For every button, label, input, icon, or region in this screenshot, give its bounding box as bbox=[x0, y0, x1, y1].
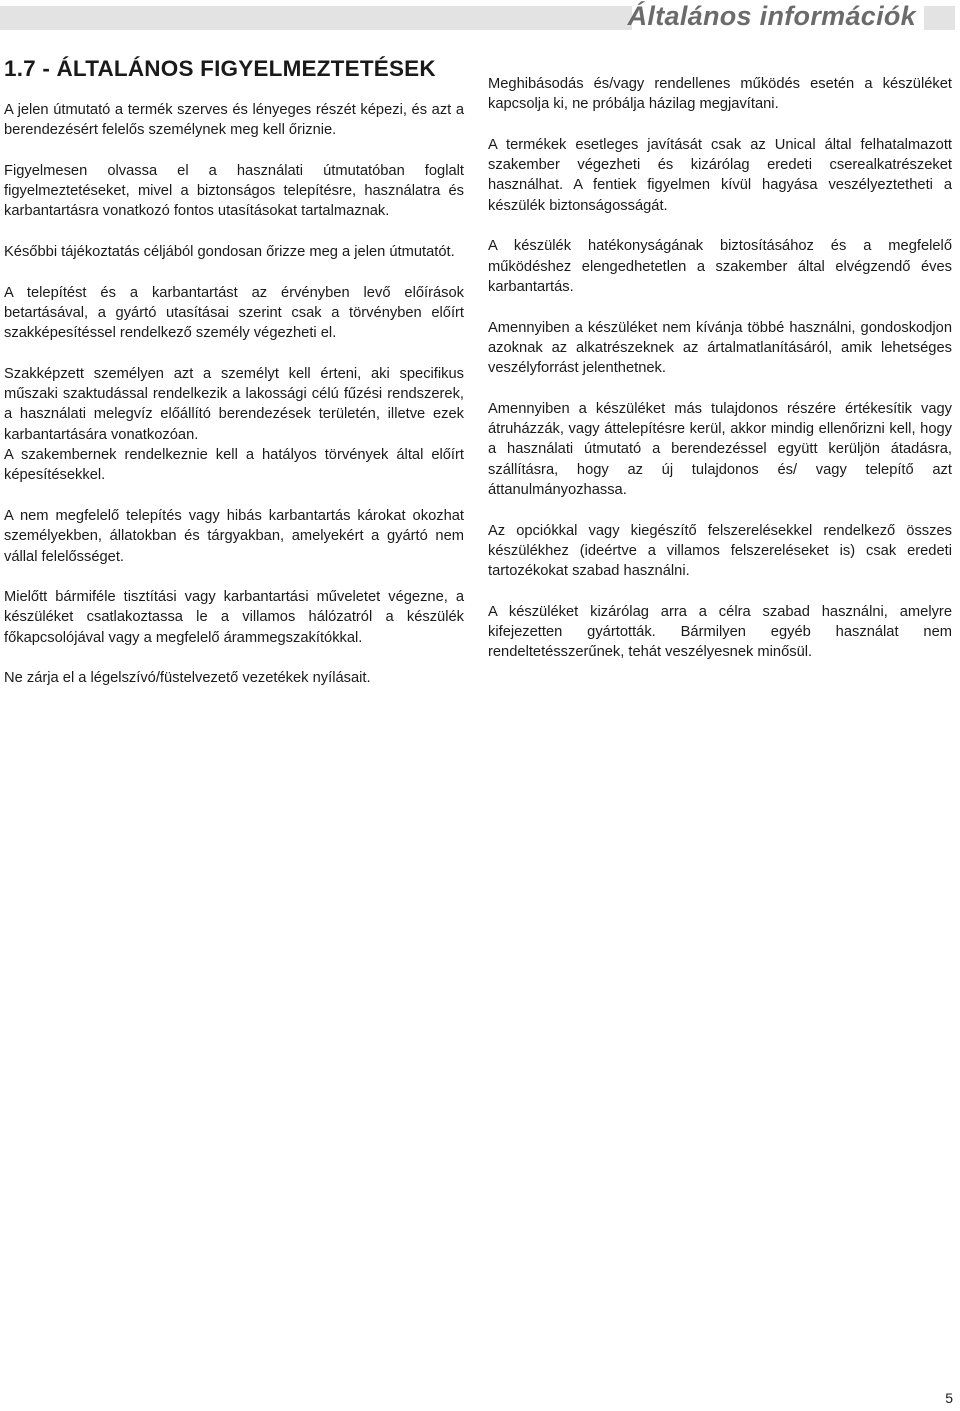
paragraph: A telepítést és a karbantartást az érvényben levő előírások betartásával, a gyártó utasításai szerint csak a törvényben előírt szakképesítéssel rendelkező személy végezheti el. bbox=[4, 284, 464, 342]
paragraph: A szakembernek rendelkeznie kell a hatályos törvények által előírt képesítésekkel. bbox=[4, 447, 464, 484]
paragraph: A termékek esetleges javítását csak az Unical által felhatalmazott szakember végezheti és kizárólag eredeti cserealkatrészeket használhat. A fentiek figyelmen kívül hagyása veszélyeztetheti a készülék biztonságosságát. bbox=[488, 136, 952, 214]
paragraph: A készülék hatékonyságának biztosításához és a megfelelő működéshez elengedhetetlen a szakember által elvégzendő éves karbantartás. bbox=[488, 238, 952, 295]
paragraph: A nem megfelelő telepítés vagy hibás karbantartás károkat okozhat személyekben, állatokban és tárgyakban, amelyekért a gyártó nem vállal felelősséget. bbox=[4, 507, 464, 565]
paragraph: Mielőtt bármiféle tisztítási vagy karbantartási műveletet végezne, a készüléket csatlakoztassa le a villamos hálózatról a készülék főkapcsolójával vagy a megfelelő árammegszakítókkal. bbox=[4, 589, 464, 646]
paragraph: Az opciókkal vagy kiegészítő felszerelésekkel rendelkező összes készülékhez (ideértve a villamos felszereléseket is) csak eredeti tartozékokat szabad használni. bbox=[488, 522, 952, 580]
right-column bbox=[488, 74, 952, 683]
paragraph: Későbbi tájékoztatás céljából gondosan őrizze meg a jelen útmutatót. bbox=[4, 244, 455, 261]
header-band bbox=[0, 6, 632, 30]
paragraph: Meghibásodás és/vagy rendellenes működés esetén a készüléket kapcsolja ki, ne próbálja házilag megjavítani. bbox=[488, 76, 952, 113]
paragraph: Amennyiben a készüléket nem kívánja többé használni, gondoskodjon azoknak az alkatrészeknek az ártalmatlanításáról, amik lehetséges veszélyforrást jelenthetnek. bbox=[488, 319, 952, 377]
paragraph: A jelen útmutató a termék szerves és lényeges részét képezi, és azt a berendezésért felelős személynek meg kell őriznie. bbox=[4, 102, 464, 139]
section-heading: 1.7 - ÁLTALÁNOS FIGYELMEZTETÉSEK bbox=[4, 56, 436, 81]
paragraph: A készüléket kizárólag arra a célra szabad használni, amelyre kifejezetten gyártották. Bármilyen egyéb használat nem rendeltetésszerűnek, tehát veszélyesnek minősül. bbox=[488, 603, 952, 661]
paragraph: Amennyiben a készüléket más tulajdonos részére értékesítik vagy átruházzák, vagy áttelepítésre kerül, akkor mindig ellenőrizni kell, hogy a használati útmutató a berendezéssel együtt kerüljön átadásra, szállításra, hogy az új tulajdonos és/ vagy telepítő azt áttanulmányozhassa. bbox=[488, 400, 952, 498]
paragraph: Ne zárja el a légelszívó/füstelvezető vezetékek nyílásait. bbox=[4, 670, 371, 687]
header-band-right bbox=[924, 6, 955, 30]
page-number: 5 bbox=[945, 1390, 953, 1406]
paragraph: Szakképzett személyen azt a személyt kell érteni, aki specifikus műszaki szaktudással rendelkezik a lakossági célú fűzési rendszerek, a használati melegvíz előállító berendezések területén, illetve ezek karbantartására vonatkozóan. bbox=[4, 365, 464, 443]
paragraph: Figyelmesen olvassa el a használati útmutatóban foglalt figyelmeztetéseket, mivel a biztonságos telepítésre, használatra és karbantartásra vonatkozó fontos utasításokat tartalmaznak. bbox=[4, 162, 464, 220]
left-column bbox=[4, 100, 464, 709]
page-header-title: Általános információk bbox=[627, 1, 916, 31]
